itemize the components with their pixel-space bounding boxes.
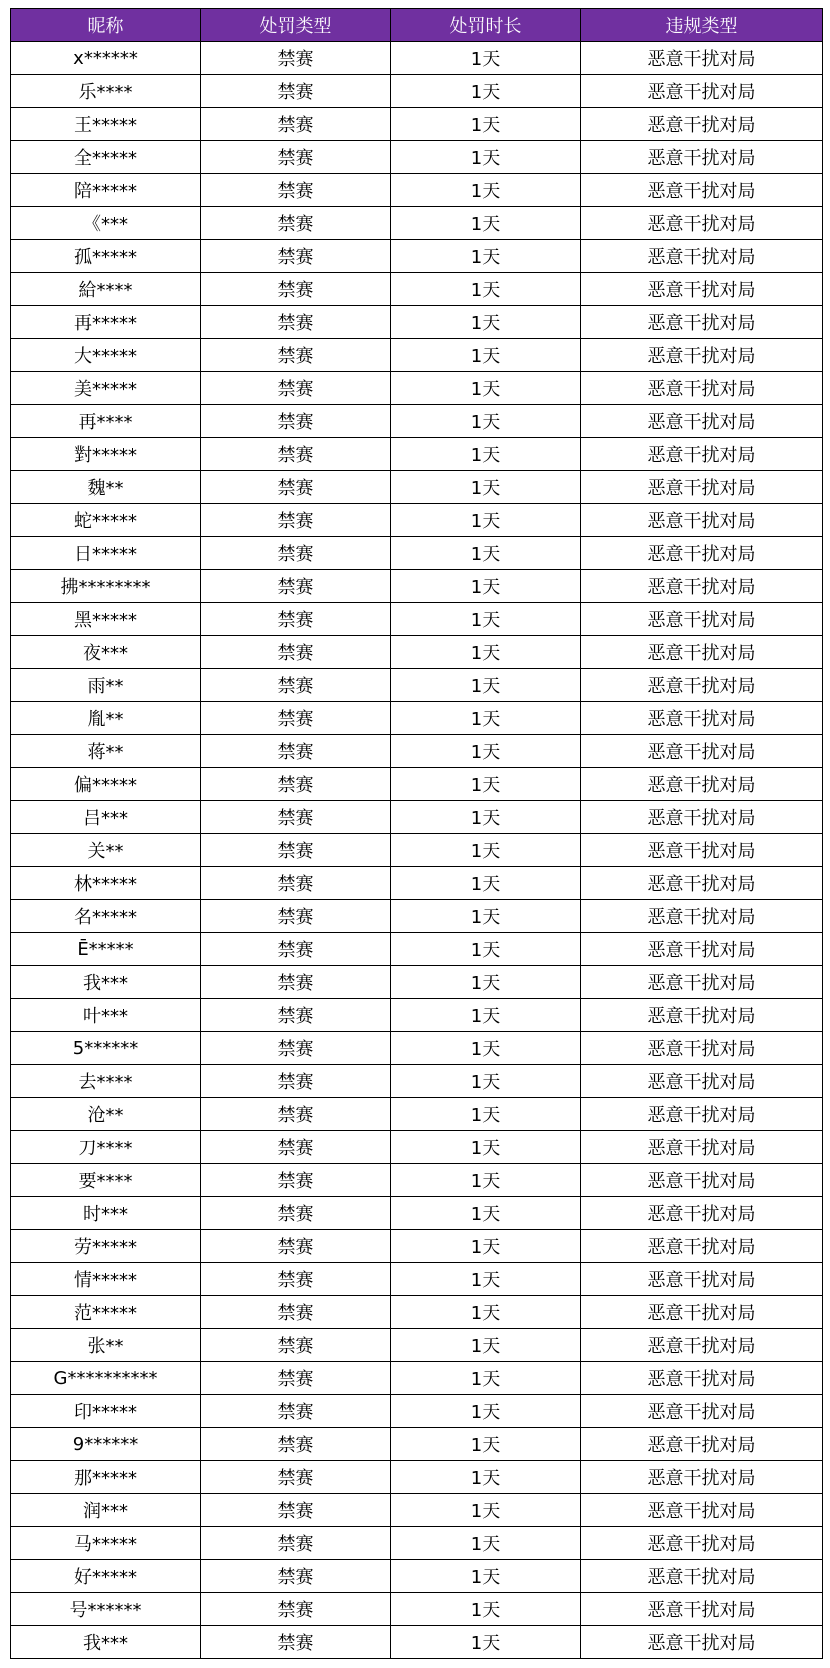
cell-penalty-type: 禁赛 bbox=[201, 1527, 391, 1560]
cell-penalty-duration: 1天 bbox=[391, 471, 581, 504]
cell-penalty-type: 禁赛 bbox=[201, 1164, 391, 1197]
table-row bbox=[11, 603, 823, 636]
table-body bbox=[11, 42, 823, 1659]
cell-penalty-duration: 1天 bbox=[391, 1362, 581, 1395]
cell-violation-type: 恶意干扰对局 bbox=[581, 1494, 823, 1527]
cell-violation-type: 恶意干扰对局 bbox=[581, 570, 823, 603]
cell-penalty-type: 禁赛 bbox=[201, 1230, 391, 1263]
table-row bbox=[11, 1131, 823, 1164]
cell-penalty-duration: 1天 bbox=[391, 306, 581, 339]
cell-violation-type: 恶意干扰对局 bbox=[581, 1329, 823, 1362]
cell-violation-type: 恶意干扰对局 bbox=[581, 1230, 823, 1263]
cell-nickname: 孤***** bbox=[11, 240, 201, 273]
cell-violation-type: 恶意干扰对局 bbox=[581, 207, 823, 240]
cell-nickname: 魏** bbox=[11, 471, 201, 504]
table-row bbox=[11, 1593, 823, 1626]
cell-penalty-duration: 1天 bbox=[391, 1098, 581, 1131]
cell-penalty-type: 禁赛 bbox=[201, 42, 391, 75]
cell-nickname: 偏***** bbox=[11, 768, 201, 801]
cell-violation-type: 恶意干扰对局 bbox=[581, 669, 823, 702]
cell-penalty-type: 禁赛 bbox=[201, 933, 391, 966]
cell-penalty-duration: 1天 bbox=[391, 1065, 581, 1098]
table-row bbox=[11, 636, 823, 669]
cell-penalty-type: 禁赛 bbox=[201, 735, 391, 768]
cell-violation-type: 恶意干扰对局 bbox=[581, 1362, 823, 1395]
cell-penalty-type: 禁赛 bbox=[201, 900, 391, 933]
cell-penalty-type: 禁赛 bbox=[201, 801, 391, 834]
cell-violation-type: 恶意干扰对局 bbox=[581, 1626, 823, 1659]
cell-nickname: 叶*** bbox=[11, 999, 201, 1032]
cell-nickname: 我*** bbox=[11, 1626, 201, 1659]
cell-nickname: 美***** bbox=[11, 372, 201, 405]
cell-penalty-duration: 1天 bbox=[391, 1626, 581, 1659]
cell-nickname: Ē***** bbox=[11, 933, 201, 966]
cell-nickname: 蛇***** bbox=[11, 504, 201, 537]
cell-penalty-duration: 1天 bbox=[391, 372, 581, 405]
cell-penalty-duration: 1天 bbox=[391, 636, 581, 669]
cell-nickname: 关** bbox=[11, 834, 201, 867]
cell-nickname: 名***** bbox=[11, 900, 201, 933]
cell-penalty-duration: 1天 bbox=[391, 1263, 581, 1296]
cell-penalty-duration: 1天 bbox=[391, 537, 581, 570]
cell-penalty-duration: 1天 bbox=[391, 405, 581, 438]
cell-nickname: 吕*** bbox=[11, 801, 201, 834]
cell-nickname: 范***** bbox=[11, 1296, 201, 1329]
cell-penalty-duration: 1天 bbox=[391, 669, 581, 702]
cell-nickname: 給**** bbox=[11, 273, 201, 306]
table-row bbox=[11, 1065, 823, 1098]
table-row bbox=[11, 768, 823, 801]
cell-violation-type: 恶意干扰对局 bbox=[581, 1032, 823, 1065]
cell-penalty-duration: 1天 bbox=[391, 1461, 581, 1494]
cell-violation-type: 恶意干扰对局 bbox=[581, 834, 823, 867]
cell-penalty-type: 禁赛 bbox=[201, 636, 391, 669]
column-header-nickname: 昵称 bbox=[11, 9, 201, 42]
penalty-table-container bbox=[10, 8, 823, 1659]
cell-penalty-type: 禁赛 bbox=[201, 504, 391, 537]
cell-violation-type: 恶意干扰对局 bbox=[581, 405, 823, 438]
cell-violation-type: 恶意干扰对局 bbox=[581, 966, 823, 999]
cell-violation-type: 恶意干扰对局 bbox=[581, 273, 823, 306]
cell-penalty-duration: 1天 bbox=[391, 141, 581, 174]
table-row bbox=[11, 1494, 823, 1527]
cell-penalty-duration: 1天 bbox=[391, 834, 581, 867]
cell-nickname: 再**** bbox=[11, 405, 201, 438]
cell-violation-type: 恶意干扰对局 bbox=[581, 1593, 823, 1626]
cell-violation-type: 恶意干扰对局 bbox=[581, 1131, 823, 1164]
table-row bbox=[11, 801, 823, 834]
cell-penalty-duration: 1天 bbox=[391, 1494, 581, 1527]
cell-violation-type: 恶意干扰对局 bbox=[581, 1560, 823, 1593]
cell-penalty-duration: 1天 bbox=[391, 867, 581, 900]
cell-nickname: 那***** bbox=[11, 1461, 201, 1494]
cell-penalty-type: 禁赛 bbox=[201, 1296, 391, 1329]
cell-penalty-duration: 1天 bbox=[391, 900, 581, 933]
cell-penalty-type: 禁赛 bbox=[201, 966, 391, 999]
column-header-violation-type: 违规类型 bbox=[581, 9, 823, 42]
cell-penalty-type: 禁赛 bbox=[201, 240, 391, 273]
cell-penalty-duration: 1天 bbox=[391, 174, 581, 207]
table-row bbox=[11, 141, 823, 174]
table-row bbox=[11, 1263, 823, 1296]
cell-violation-type: 恶意干扰对局 bbox=[581, 1098, 823, 1131]
cell-violation-type: 恶意干扰对局 bbox=[581, 933, 823, 966]
cell-penalty-type: 禁赛 bbox=[201, 867, 391, 900]
table-row bbox=[11, 669, 823, 702]
table-row bbox=[11, 966, 823, 999]
cell-penalty-type: 禁赛 bbox=[201, 108, 391, 141]
table-row bbox=[11, 1296, 823, 1329]
cell-violation-type: 恶意干扰对局 bbox=[581, 306, 823, 339]
cell-penalty-type: 禁赛 bbox=[201, 834, 391, 867]
cell-penalty-duration: 1天 bbox=[391, 504, 581, 537]
cell-violation-type: 恶意干扰对局 bbox=[581, 768, 823, 801]
cell-nickname: x****** bbox=[11, 42, 201, 75]
cell-penalty-type: 禁赛 bbox=[201, 1395, 391, 1428]
cell-penalty-type: 禁赛 bbox=[201, 1197, 391, 1230]
table-row bbox=[11, 537, 823, 570]
cell-nickname: 号****** bbox=[11, 1593, 201, 1626]
cell-violation-type: 恶意干扰对局 bbox=[581, 603, 823, 636]
cell-nickname: 沧** bbox=[11, 1098, 201, 1131]
cell-penalty-duration: 1天 bbox=[391, 1164, 581, 1197]
table-row bbox=[11, 1560, 823, 1593]
cell-nickname: 陪***** bbox=[11, 174, 201, 207]
cell-penalty-duration: 1天 bbox=[391, 207, 581, 240]
table-row bbox=[11, 174, 823, 207]
table-row bbox=[11, 834, 823, 867]
table-row bbox=[11, 1395, 823, 1428]
cell-violation-type: 恶意干扰对局 bbox=[581, 1395, 823, 1428]
cell-penalty-duration: 1天 bbox=[391, 603, 581, 636]
table-row bbox=[11, 900, 823, 933]
cell-violation-type: 恶意干扰对局 bbox=[581, 900, 823, 933]
header-row bbox=[11, 9, 823, 42]
cell-penalty-type: 禁赛 bbox=[201, 1593, 391, 1626]
cell-violation-type: 恶意干扰对局 bbox=[581, 339, 823, 372]
cell-nickname: 胤** bbox=[11, 702, 201, 735]
cell-penalty-type: 禁赛 bbox=[201, 1428, 391, 1461]
cell-penalty-duration: 1天 bbox=[391, 702, 581, 735]
cell-nickname: 刀**** bbox=[11, 1131, 201, 1164]
cell-penalty-duration: 1天 bbox=[391, 1230, 581, 1263]
cell-violation-type: 恶意干扰对局 bbox=[581, 702, 823, 735]
cell-nickname: 情***** bbox=[11, 1263, 201, 1296]
cell-violation-type: 恶意干扰对局 bbox=[581, 108, 823, 141]
table-row bbox=[11, 471, 823, 504]
cell-nickname: 要**** bbox=[11, 1164, 201, 1197]
cell-penalty-duration: 1天 bbox=[391, 1560, 581, 1593]
cell-penalty-duration: 1天 bbox=[391, 801, 581, 834]
cell-penalty-duration: 1天 bbox=[391, 1197, 581, 1230]
cell-violation-type: 恶意干扰对局 bbox=[581, 141, 823, 174]
cell-nickname: 拂******** bbox=[11, 570, 201, 603]
table-row bbox=[11, 108, 823, 141]
cell-nickname: 好***** bbox=[11, 1560, 201, 1593]
cell-penalty-duration: 1天 bbox=[391, 1329, 581, 1362]
cell-violation-type: 恶意干扰对局 bbox=[581, 1461, 823, 1494]
table-header bbox=[11, 9, 823, 42]
cell-nickname: 全***** bbox=[11, 141, 201, 174]
cell-violation-type: 恶意干扰对局 bbox=[581, 438, 823, 471]
table-row bbox=[11, 438, 823, 471]
cell-penalty-type: 禁赛 bbox=[201, 141, 391, 174]
cell-penalty-duration: 1天 bbox=[391, 735, 581, 768]
cell-violation-type: 恶意干扰对局 bbox=[581, 372, 823, 405]
column-header-penalty-duration: 处罚时长 bbox=[391, 9, 581, 42]
cell-nickname: 印***** bbox=[11, 1395, 201, 1428]
cell-violation-type: 恶意干扰对局 bbox=[581, 867, 823, 900]
table-row bbox=[11, 273, 823, 306]
cell-nickname: 對***** bbox=[11, 438, 201, 471]
cell-nickname: 劳***** bbox=[11, 1230, 201, 1263]
cell-penalty-type: 禁赛 bbox=[201, 438, 391, 471]
cell-penalty-type: 禁赛 bbox=[201, 1461, 391, 1494]
cell-penalty-type: 禁赛 bbox=[201, 1032, 391, 1065]
cell-penalty-duration: 1天 bbox=[391, 999, 581, 1032]
cell-nickname: 去**** bbox=[11, 1065, 201, 1098]
cell-violation-type: 恶意干扰对局 bbox=[581, 1197, 823, 1230]
cell-violation-type: 恶意干扰对局 bbox=[581, 504, 823, 537]
cell-penalty-type: 禁赛 bbox=[201, 669, 391, 702]
cell-penalty-duration: 1天 bbox=[391, 933, 581, 966]
cell-penalty-type: 禁赛 bbox=[201, 75, 391, 108]
table-row bbox=[11, 867, 823, 900]
cell-nickname: 蒋** bbox=[11, 735, 201, 768]
cell-penalty-type: 禁赛 bbox=[201, 207, 391, 240]
cell-nickname: 林***** bbox=[11, 867, 201, 900]
cell-penalty-type: 禁赛 bbox=[201, 405, 391, 438]
cell-violation-type: 恶意干扰对局 bbox=[581, 1527, 823, 1560]
cell-violation-type: 恶意干扰对局 bbox=[581, 1164, 823, 1197]
cell-violation-type: 恶意干扰对局 bbox=[581, 735, 823, 768]
cell-penalty-duration: 1天 bbox=[391, 1296, 581, 1329]
cell-penalty-duration: 1天 bbox=[391, 1593, 581, 1626]
cell-penalty-type: 禁赛 bbox=[201, 999, 391, 1032]
cell-penalty-type: 禁赛 bbox=[201, 372, 391, 405]
table-row bbox=[11, 504, 823, 537]
cell-nickname: 黑***** bbox=[11, 603, 201, 636]
cell-nickname: 王***** bbox=[11, 108, 201, 141]
table-row bbox=[11, 1098, 823, 1131]
cell-violation-type: 恶意干扰对局 bbox=[581, 42, 823, 75]
table-row bbox=[11, 1527, 823, 1560]
table-row bbox=[11, 1362, 823, 1395]
cell-penalty-duration: 1天 bbox=[391, 1131, 581, 1164]
cell-penalty-duration: 1天 bbox=[391, 339, 581, 372]
cell-violation-type: 恶意干扰对局 bbox=[581, 75, 823, 108]
cell-violation-type: 恶意干扰对局 bbox=[581, 1263, 823, 1296]
cell-penalty-duration: 1天 bbox=[391, 273, 581, 306]
cell-nickname: 再***** bbox=[11, 306, 201, 339]
cell-nickname: 《*** bbox=[11, 207, 201, 240]
cell-penalty-type: 禁赛 bbox=[201, 174, 391, 207]
cell-nickname: G********** bbox=[11, 1362, 201, 1395]
cell-penalty-duration: 1天 bbox=[391, 768, 581, 801]
table-row bbox=[11, 999, 823, 1032]
cell-penalty-duration: 1天 bbox=[391, 438, 581, 471]
cell-penalty-type: 禁赛 bbox=[201, 537, 391, 570]
cell-violation-type: 恶意干扰对局 bbox=[581, 240, 823, 273]
cell-penalty-type: 禁赛 bbox=[201, 306, 391, 339]
cell-penalty-duration: 1天 bbox=[391, 42, 581, 75]
table-row bbox=[11, 207, 823, 240]
cell-penalty-duration: 1天 bbox=[391, 75, 581, 108]
table-row bbox=[11, 339, 823, 372]
cell-nickname: 夜*** bbox=[11, 636, 201, 669]
cell-violation-type: 恶意干扰对局 bbox=[581, 174, 823, 207]
table-row bbox=[11, 42, 823, 75]
table-row bbox=[11, 702, 823, 735]
cell-nickname: 时*** bbox=[11, 1197, 201, 1230]
cell-penalty-duration: 1天 bbox=[391, 108, 581, 141]
cell-penalty-type: 禁赛 bbox=[201, 1131, 391, 1164]
cell-penalty-type: 禁赛 bbox=[201, 1098, 391, 1131]
cell-penalty-type: 禁赛 bbox=[201, 603, 391, 636]
table-row bbox=[11, 306, 823, 339]
cell-violation-type: 恶意干扰对局 bbox=[581, 801, 823, 834]
cell-penalty-type: 禁赛 bbox=[201, 273, 391, 306]
table-row bbox=[11, 1230, 823, 1263]
penalty-table bbox=[10, 8, 823, 1659]
cell-penalty-duration: 1天 bbox=[391, 1032, 581, 1065]
cell-penalty-type: 禁赛 bbox=[201, 570, 391, 603]
table-row bbox=[11, 75, 823, 108]
cell-nickname: 乐**** bbox=[11, 75, 201, 108]
column-header-penalty-type: 处罚类型 bbox=[201, 9, 391, 42]
cell-penalty-type: 禁赛 bbox=[201, 471, 391, 504]
cell-nickname: 马***** bbox=[11, 1527, 201, 1560]
table-row bbox=[11, 1428, 823, 1461]
cell-violation-type: 恶意干扰对局 bbox=[581, 999, 823, 1032]
cell-nickname: 大***** bbox=[11, 339, 201, 372]
cell-penalty-type: 禁赛 bbox=[201, 339, 391, 372]
cell-nickname: 雨** bbox=[11, 669, 201, 702]
cell-violation-type: 恶意干扰对局 bbox=[581, 471, 823, 504]
table-row bbox=[11, 1329, 823, 1362]
cell-penalty-duration: 1天 bbox=[391, 570, 581, 603]
table-row bbox=[11, 735, 823, 768]
cell-nickname: 5****** bbox=[11, 1032, 201, 1065]
table-row bbox=[11, 1032, 823, 1065]
cell-penalty-type: 禁赛 bbox=[201, 1329, 391, 1362]
cell-nickname: 日***** bbox=[11, 537, 201, 570]
cell-violation-type: 恶意干扰对局 bbox=[581, 537, 823, 570]
table-row bbox=[11, 240, 823, 273]
cell-penalty-duration: 1天 bbox=[391, 1527, 581, 1560]
table-row bbox=[11, 570, 823, 603]
cell-penalty-duration: 1天 bbox=[391, 966, 581, 999]
cell-penalty-type: 禁赛 bbox=[201, 1626, 391, 1659]
cell-penalty-type: 禁赛 bbox=[201, 768, 391, 801]
cell-penalty-duration: 1天 bbox=[391, 1428, 581, 1461]
cell-nickname: 9****** bbox=[11, 1428, 201, 1461]
cell-penalty-type: 禁赛 bbox=[201, 1065, 391, 1098]
cell-penalty-type: 禁赛 bbox=[201, 1560, 391, 1593]
cell-violation-type: 恶意干扰对局 bbox=[581, 1428, 823, 1461]
cell-violation-type: 恶意干扰对局 bbox=[581, 1065, 823, 1098]
table-row bbox=[11, 933, 823, 966]
cell-nickname: 我*** bbox=[11, 966, 201, 999]
table-row bbox=[11, 1197, 823, 1230]
cell-violation-type: 恶意干扰对局 bbox=[581, 1296, 823, 1329]
table-row bbox=[11, 1626, 823, 1659]
table-row bbox=[11, 1461, 823, 1494]
cell-nickname: 张** bbox=[11, 1329, 201, 1362]
table-row bbox=[11, 372, 823, 405]
cell-penalty-type: 禁赛 bbox=[201, 1263, 391, 1296]
cell-nickname: 润*** bbox=[11, 1494, 201, 1527]
table-row bbox=[11, 405, 823, 438]
cell-penalty-type: 禁赛 bbox=[201, 1362, 391, 1395]
cell-penalty-duration: 1天 bbox=[391, 1395, 581, 1428]
cell-penalty-type: 禁赛 bbox=[201, 702, 391, 735]
cell-penalty-type: 禁赛 bbox=[201, 1494, 391, 1527]
cell-penalty-duration: 1天 bbox=[391, 240, 581, 273]
table-row bbox=[11, 1164, 823, 1197]
cell-violation-type: 恶意干扰对局 bbox=[581, 636, 823, 669]
